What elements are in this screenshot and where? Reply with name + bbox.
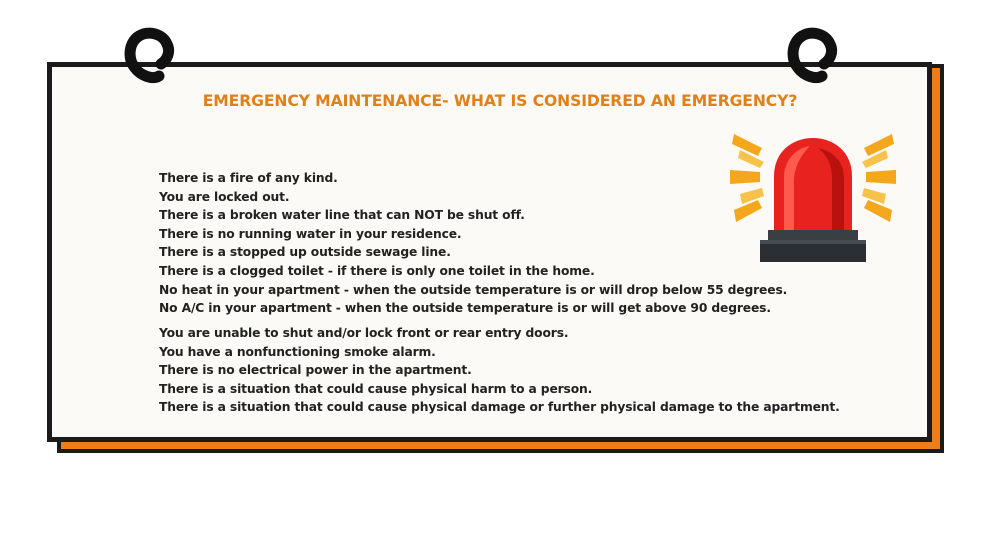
binder-ring-icon bbox=[786, 26, 838, 86]
emergency-list-secondary bbox=[159, 324, 840, 417]
list-item: There is a broken water line that can NOT be shut off. bbox=[159, 208, 525, 223]
list-item: There is no running water in your residence. bbox=[159, 226, 462, 241]
list-item: There is a clogged toilet - if there is only one toilet in the home. bbox=[159, 263, 595, 278]
binder-ring-icon bbox=[123, 26, 175, 86]
page-title: EMERGENCY MAINTENANCE- WHAT IS CONSIDERED AN EMERGENCY? bbox=[202, 92, 798, 110]
list-item: No heat in your apartment - when the outside temperature is or will drop below 55 degrees. bbox=[159, 282, 788, 297]
list-item: There is a situation that could cause physical damage or further physical damage to the apartment. bbox=[159, 400, 840, 415]
list-item: You are unable to shut and/or lock front or rear entry doors. bbox=[159, 326, 569, 340]
list-item: You have a nonfunctioning smoke alarm. bbox=[159, 344, 436, 359]
list-item: There is no electrical power in the apartment. bbox=[159, 363, 472, 378]
list-item: There is a stopped up outside sewage line. bbox=[159, 245, 451, 260]
list-item: No A/C in your apartment - when the outside temperature is or will get above 90 degrees. bbox=[159, 301, 771, 316]
list-item: You are locked out. bbox=[159, 189, 290, 204]
list-item: There is a situation that could cause physical harm to a person. bbox=[159, 381, 593, 396]
emergency-list-primary bbox=[159, 169, 787, 318]
list-item: There is a fire of any kind. bbox=[159, 171, 338, 185]
